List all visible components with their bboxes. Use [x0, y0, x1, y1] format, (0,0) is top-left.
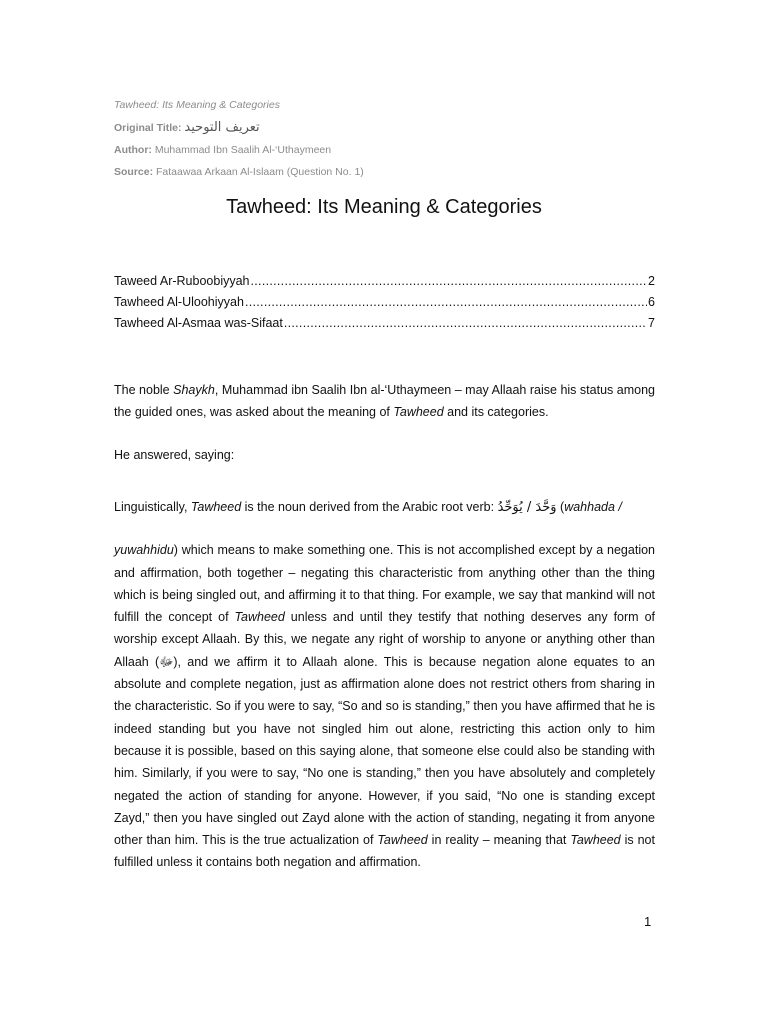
- author-value: Muhammad Ibn Saalih Al-‘Uthaymeen: [154, 144, 332, 156]
- toc-leader-dots: [284, 316, 647, 330]
- toc-entry-page[interactable]: 2: [648, 274, 655, 288]
- table-of-contents: [114, 274, 655, 337]
- italic-term: Shaykh: [173, 383, 215, 397]
- line-gap: [114, 519, 655, 539]
- original-title-label: Original Title:: [114, 122, 182, 134]
- toc-entry[interactable]: [114, 316, 655, 337]
- original-title-line: [114, 120, 260, 135]
- toc-entry-title[interactable]: Tawheed Al-Asmaa was-Sifaat: [114, 316, 283, 330]
- italic-term: wahhada /: [564, 500, 622, 514]
- italic-term: Tawheed: [190, 500, 242, 514]
- italic-term: yuwahhidu: [114, 543, 174, 558]
- text-run: ) which means to make something one. This is not accomplished except by a negation and affirmation, both together – negating this characteristic from anything other than the thing which is being singled out, and affirming it to that thing. For example, we say that mankind will not fulfill the concept of: [114, 543, 655, 625]
- text-run: The noble: [114, 383, 174, 397]
- toc-entry[interactable]: [114, 274, 655, 295]
- author-label: Author:: [114, 144, 152, 156]
- page-number: 1: [644, 914, 652, 929]
- toc-entry-title[interactable]: Tawheed Al-Uloohiyyah: [114, 295, 244, 309]
- toc-leader-dots: [245, 295, 647, 309]
- author-line: [114, 144, 331, 156]
- answer-lead-paragraph: He answered, saying:: [114, 448, 235, 462]
- toc-entry-page[interactable]: 6: [648, 295, 655, 309]
- text-run: Linguistically,: [114, 500, 191, 514]
- toc-entry-page[interactable]: 7: [648, 316, 655, 330]
- source-value: Fataawaa Arkaan Al-Islaam (Question No. 1): [156, 166, 364, 178]
- text-run: , Muhammad ibn Saalih Ibn al-‘Uthaymeen – may Allaah raise his status among the guided ones, was asked about the meaning of: [114, 383, 655, 419]
- toc-entry-title[interactable]: Taweed Ar-Ruboobiyyah: [114, 274, 250, 288]
- definition-paragraph: [114, 496, 655, 874]
- series-title: [114, 99, 280, 111]
- source-line: [114, 166, 364, 178]
- italic-term: Tawheed: [377, 833, 428, 848]
- source-label: Source:: [114, 166, 154, 178]
- text-run: in reality – meaning that: [427, 833, 571, 848]
- arabic-root-verb: وَحَّدَ / يُوَحِّدُ: [497, 500, 557, 515]
- text-run: and its categories.: [443, 404, 549, 419]
- page-title: Tawheed: Its Meaning & Categories: [226, 196, 542, 218]
- original-title-value: تعريف التوحيد: [184, 120, 260, 135]
- italic-term: Tawheed: [234, 610, 285, 625]
- text-run: is the noun derived from the Arabic root verb:: [241, 500, 498, 514]
- text-run: (: [556, 500, 565, 514]
- text-run: is not fulfilled unless it contains both negation and affirmation.: [114, 833, 655, 870]
- italic-term: Tawheed: [393, 404, 444, 419]
- intro-paragraph: [114, 380, 655, 423]
- text-run: unless and until they testify that nothing deserves any form of worship except Allaah. By this, we negate any right of worship to anyone or anything other than Allaah (ﷻ), and we affirm it to Allaah alone. This is because negation alone equates to an absolute and complete negation, just as affirmation alone does not restrict others from sharing in the characteristic. So if you were to say, “So and so is standing,” then you have affirmed that he is indeed standing but you have not singled him out alone, restricting this action only to him because it is possible, based on this saying alone, that someone else could also be standing with him. Similarly, if you were to say, “No one is standing,” then you have absolutely and completely negated the action of standing for anyone. However, if you said, “No one is standing except Zayd,” then you have singled out Zayd alone with the action of standing, negating it from anyone other than him. This is the true actualization of: [114, 610, 655, 848]
- italic-term: Tawheed: [570, 833, 621, 848]
- toc-entry[interactable]: [114, 295, 655, 316]
- toc-leader-dots: [251, 274, 648, 288]
- series-title-text: Tawheed: Its Meaning & Categories: [114, 99, 280, 111]
